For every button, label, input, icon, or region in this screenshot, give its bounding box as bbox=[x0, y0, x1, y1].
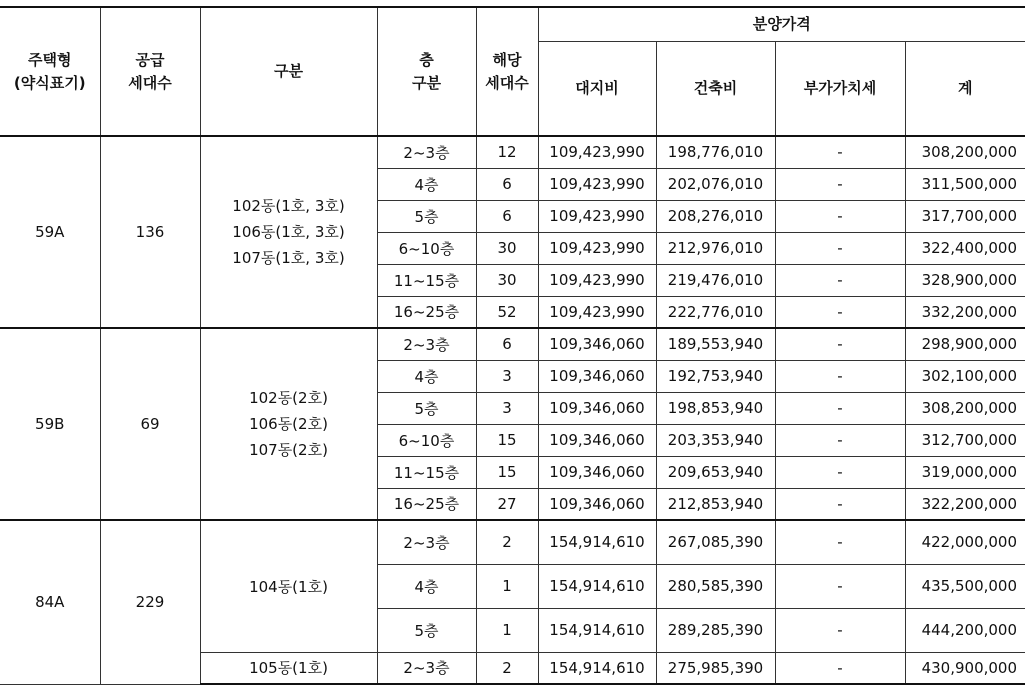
land-cell: 109,423,990 bbox=[538, 232, 656, 264]
build-cell: 212,976,010 bbox=[656, 232, 775, 264]
vat-cell: - bbox=[775, 168, 905, 200]
land-cell: 109,423,990 bbox=[538, 136, 656, 168]
land-cell: 109,346,060 bbox=[538, 424, 656, 456]
floor-cell: 6~10층 bbox=[377, 424, 476, 456]
table-row bbox=[0, 328, 1025, 360]
land-cell: 109,423,990 bbox=[538, 296, 656, 328]
units-cell: 6 bbox=[476, 168, 538, 200]
header-vat: 부가가치세 bbox=[775, 41, 905, 136]
vat-cell: - bbox=[775, 488, 905, 520]
build-cell: 203,353,940 bbox=[656, 424, 775, 456]
header-units-line1: 해당 bbox=[492, 50, 522, 69]
division-cell bbox=[200, 328, 377, 520]
units-cell: 15 bbox=[476, 424, 538, 456]
units-cell: 1 bbox=[476, 564, 538, 608]
units-cell: 6 bbox=[476, 328, 538, 360]
floor-cell: 2~3층 bbox=[377, 328, 476, 360]
supply-cell: 69 bbox=[100, 328, 200, 520]
header-price-group: 분양가격 bbox=[538, 7, 1025, 41]
header-supply-line1: 공급 bbox=[135, 50, 165, 69]
vat-cell: - bbox=[775, 264, 905, 296]
land-cell: 109,423,990 bbox=[538, 264, 656, 296]
land-cell: 109,346,060 bbox=[538, 456, 656, 488]
land-cell: 109,423,990 bbox=[538, 168, 656, 200]
floor-cell: 4층 bbox=[377, 168, 476, 200]
build-cell: 198,853,940 bbox=[656, 392, 775, 424]
total-cell: 319,000,000 bbox=[905, 456, 1025, 488]
header-supply-line2: 세대수 bbox=[128, 73, 172, 92]
total-cell: 422,000,000 bbox=[905, 520, 1025, 564]
total-cell: 430,900,000 bbox=[905, 652, 1025, 684]
floor-cell: 11~15층 bbox=[377, 456, 476, 488]
units-cell: 15 bbox=[476, 456, 538, 488]
units-cell: 1 bbox=[476, 608, 538, 652]
vat-cell: - bbox=[775, 424, 905, 456]
land-cell: 109,346,060 bbox=[538, 360, 656, 392]
build-cell: 267,085,390 bbox=[656, 520, 775, 564]
floor-cell: 2~3층 bbox=[377, 136, 476, 168]
build-cell: 202,076,010 bbox=[656, 168, 775, 200]
land-cell: 109,423,990 bbox=[538, 200, 656, 232]
land-cell: 109,346,060 bbox=[538, 392, 656, 424]
build-cell: 280,585,390 bbox=[656, 564, 775, 608]
type-cell: 84A bbox=[0, 520, 100, 684]
land-cell: 154,914,610 bbox=[538, 608, 656, 652]
total-cell: 322,200,000 bbox=[905, 488, 1025, 520]
header-supply bbox=[100, 7, 200, 136]
total-cell: 312,700,000 bbox=[905, 424, 1025, 456]
vat-cell: - bbox=[775, 652, 905, 684]
header-floor bbox=[377, 7, 476, 136]
vat-cell: - bbox=[775, 232, 905, 264]
build-cell: 289,285,390 bbox=[656, 608, 775, 652]
floor-cell: 2~3층 bbox=[377, 652, 476, 684]
header-division: 구분 bbox=[200, 7, 377, 136]
build-cell: 209,653,940 bbox=[656, 456, 775, 488]
vat-cell: - bbox=[775, 520, 905, 564]
type-cell: 59A bbox=[0, 136, 100, 328]
header-type-line2: (약식표기) bbox=[13, 73, 86, 92]
build-cell: 219,476,010 bbox=[656, 264, 775, 296]
units-cell: 12 bbox=[476, 136, 538, 168]
units-cell: 27 bbox=[476, 488, 538, 520]
units-cell: 2 bbox=[476, 520, 538, 564]
units-cell: 30 bbox=[476, 232, 538, 264]
build-cell: 189,553,940 bbox=[656, 328, 775, 360]
build-cell: 222,776,010 bbox=[656, 296, 775, 328]
header-build: 건축비 bbox=[656, 41, 775, 136]
header-type-line1: 주택형 bbox=[28, 50, 72, 69]
total-cell: 444,200,000 bbox=[905, 608, 1025, 652]
land-cell: 109,346,060 bbox=[538, 328, 656, 360]
vat-cell: - bbox=[775, 608, 905, 652]
total-cell: 308,200,000 bbox=[905, 136, 1025, 168]
build-cell: 212,853,940 bbox=[656, 488, 775, 520]
build-cell: 208,276,010 bbox=[656, 200, 775, 232]
vat-cell: - bbox=[775, 456, 905, 488]
header-units bbox=[476, 7, 538, 136]
division-line: 106동(2호) bbox=[249, 415, 328, 433]
floor-cell: 4층 bbox=[377, 564, 476, 608]
total-cell: 435,500,000 bbox=[905, 564, 1025, 608]
header-floor-line2: 구분 bbox=[412, 73, 441, 92]
vat-cell: - bbox=[775, 564, 905, 608]
supply-cell: 229 bbox=[100, 520, 200, 684]
land-cell: 109,346,060 bbox=[538, 488, 656, 520]
build-cell: 192,753,940 bbox=[656, 360, 775, 392]
header-land: 대지비 bbox=[538, 41, 656, 136]
header-floor-line1: 층 bbox=[419, 50, 434, 69]
table-row bbox=[0, 136, 1025, 168]
header-type bbox=[0, 7, 100, 136]
vat-cell: - bbox=[775, 328, 905, 360]
units-cell: 2 bbox=[476, 652, 538, 684]
total-cell: 332,200,000 bbox=[905, 296, 1025, 328]
floor-cell: 5층 bbox=[377, 200, 476, 232]
total-cell: 317,700,000 bbox=[905, 200, 1025, 232]
floor-cell: 16~25층 bbox=[377, 296, 476, 328]
supply-cell: 136 bbox=[100, 136, 200, 328]
total-cell: 322,400,000 bbox=[905, 232, 1025, 264]
vat-cell: - bbox=[775, 392, 905, 424]
units-cell: 3 bbox=[476, 392, 538, 424]
land-cell: 154,914,610 bbox=[538, 520, 656, 564]
build-cell: 198,776,010 bbox=[656, 136, 775, 168]
total-cell: 298,900,000 bbox=[905, 328, 1025, 360]
total-cell: 308,200,000 bbox=[905, 392, 1025, 424]
vat-cell: - bbox=[775, 296, 905, 328]
division-cell bbox=[200, 136, 377, 328]
type-cell: 59B bbox=[0, 328, 100, 520]
floor-cell: 5층 bbox=[377, 392, 476, 424]
vat-cell: - bbox=[775, 136, 905, 168]
division-line: 102동(1호, 3호) bbox=[232, 197, 345, 215]
units-cell: 3 bbox=[476, 360, 538, 392]
floor-cell: 16~25층 bbox=[377, 488, 476, 520]
units-cell: 6 bbox=[476, 200, 538, 232]
units-cell: 52 bbox=[476, 296, 538, 328]
header-units-line2: 세대수 bbox=[485, 73, 529, 92]
division-line: 106동(1호, 3호) bbox=[232, 223, 345, 241]
price-table bbox=[0, 6, 1025, 685]
division-cell: 105동(1호) bbox=[200, 652, 377, 684]
floor-cell: 2~3층 bbox=[377, 520, 476, 564]
build-cell: 275,985,390 bbox=[656, 652, 775, 684]
division-cell: 104동(1호) bbox=[200, 520, 377, 652]
division-line: 102동(2호) bbox=[249, 389, 328, 407]
land-cell: 154,914,610 bbox=[538, 564, 656, 608]
vat-cell: - bbox=[775, 360, 905, 392]
division-line: 107동(1호, 3호) bbox=[232, 249, 345, 267]
floor-cell: 11~15층 bbox=[377, 264, 476, 296]
land-cell: 154,914,610 bbox=[538, 652, 656, 684]
total-cell: 311,500,000 bbox=[905, 168, 1025, 200]
floor-cell: 6~10층 bbox=[377, 232, 476, 264]
total-cell: 328,900,000 bbox=[905, 264, 1025, 296]
floor-cell: 4층 bbox=[377, 360, 476, 392]
units-cell: 30 bbox=[476, 264, 538, 296]
division-line: 107동(2호) bbox=[249, 441, 328, 459]
vat-cell: - bbox=[775, 200, 905, 232]
header-total: 계 bbox=[905, 41, 1025, 136]
table-row bbox=[0, 520, 1025, 564]
floor-cell: 5층 bbox=[377, 608, 476, 652]
total-cell: 302,100,000 bbox=[905, 360, 1025, 392]
